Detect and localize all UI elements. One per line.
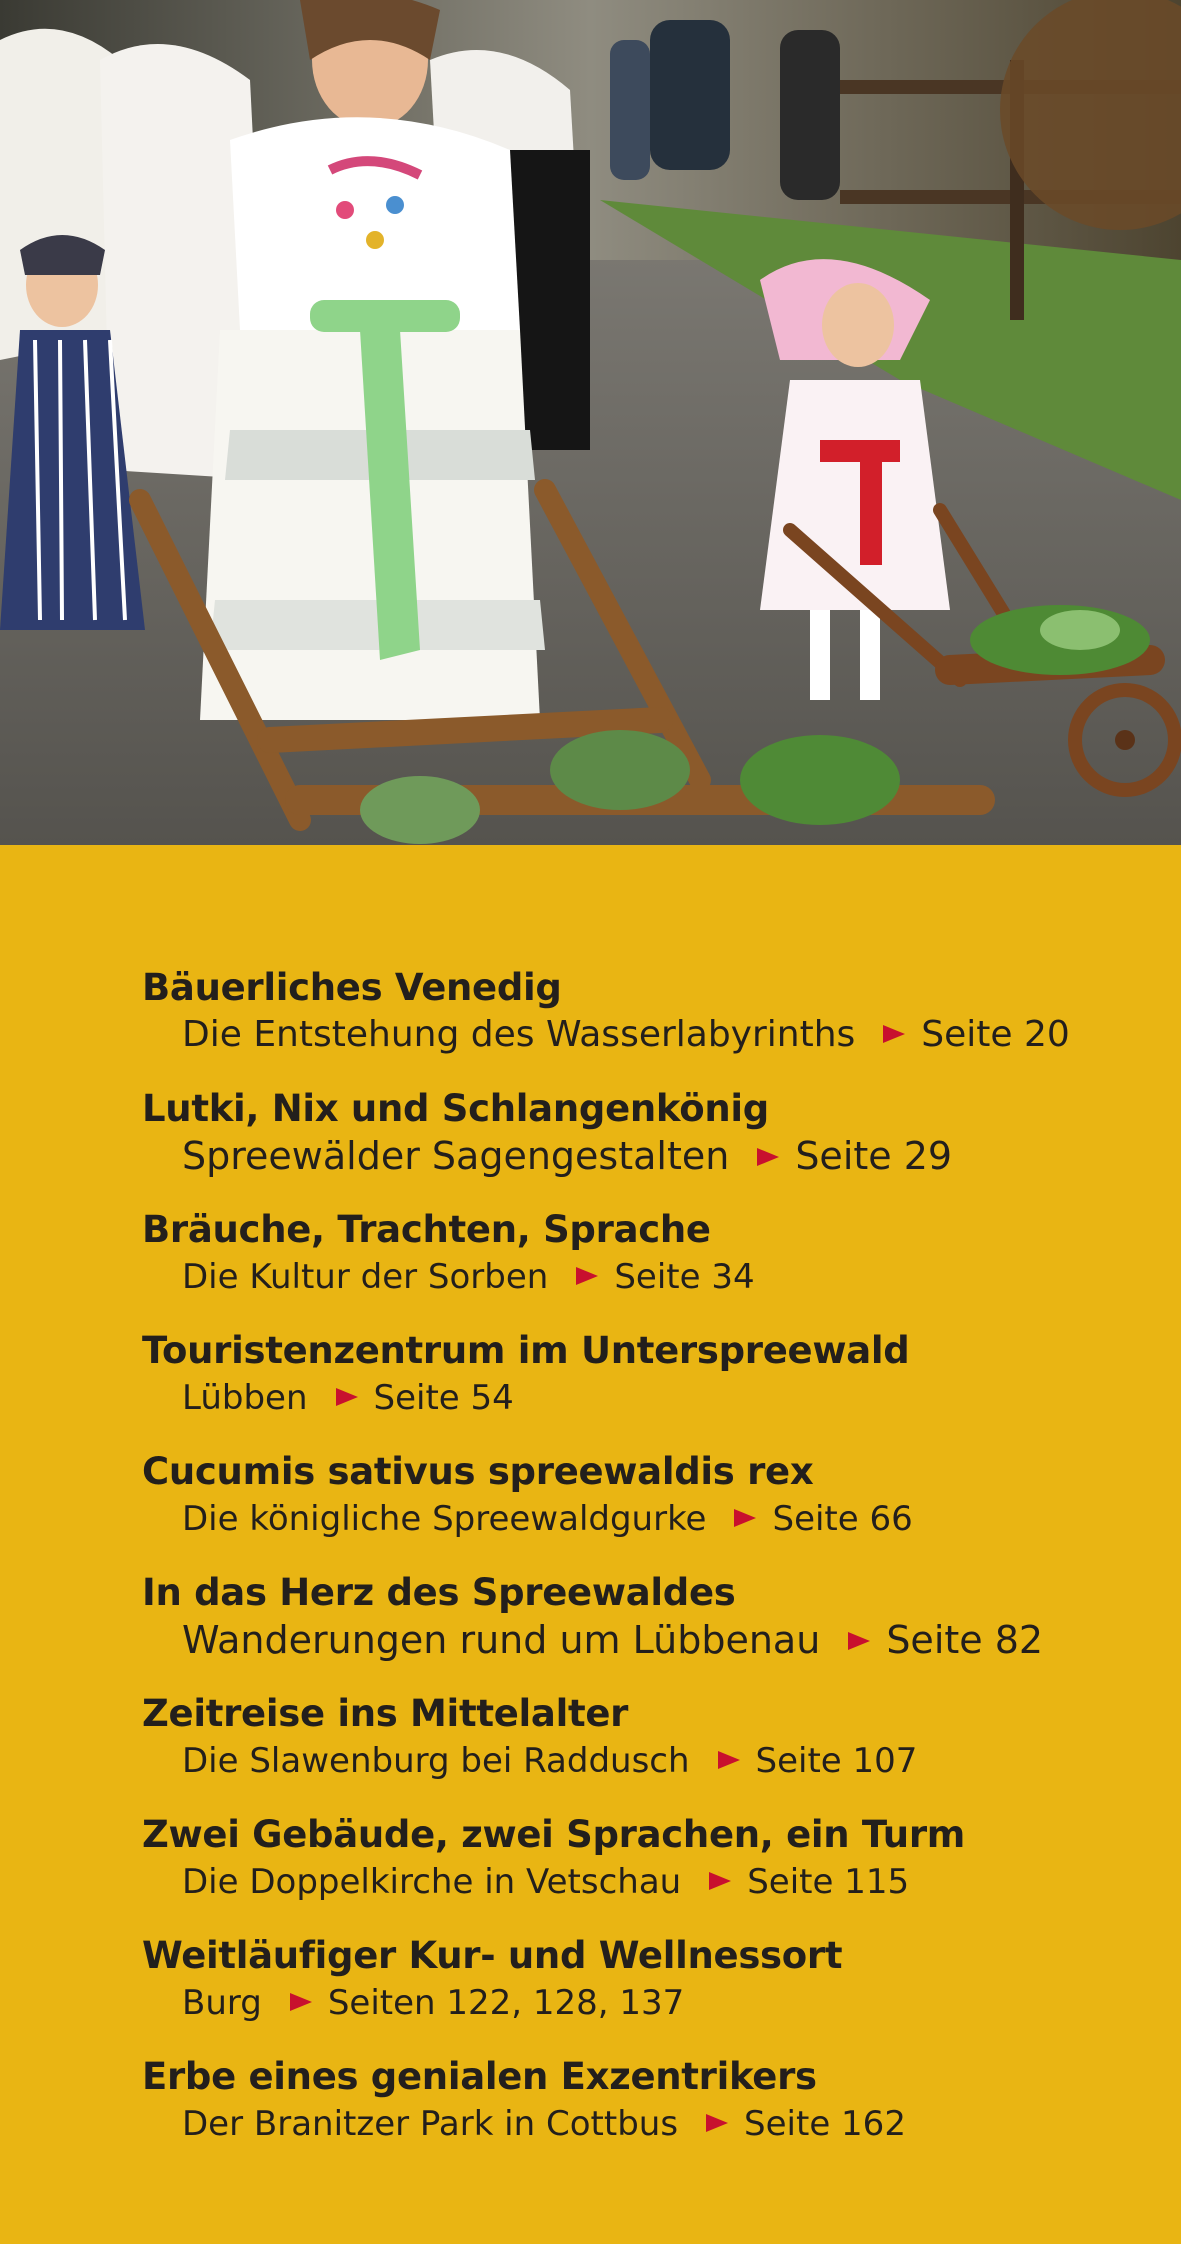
arrow-right-icon	[336, 1388, 358, 1406]
arrow-right-icon	[883, 1025, 905, 1043]
page-reference: Seite 20	[921, 1014, 1070, 1055]
entry-subtitle: Die Doppelkirche in Vetschau	[182, 1862, 682, 1902]
arrow-right-icon	[709, 1872, 731, 1890]
entry-line	[142, 1736, 1162, 1786]
entry-title: Erbe eines genialen Exzentrikers	[142, 2055, 817, 2098]
list-item	[142, 1692, 1162, 1813]
entry-line	[142, 1494, 1162, 1544]
page-reference: Seite 54	[373, 1378, 514, 1418]
entry-subtitle: Spreewälder Sagengestalten	[182, 1134, 730, 1178]
entry-subtitle: Der Branitzer Park in Cottbus	[182, 2104, 679, 2144]
entry-title: Zwei Gebäude, zwei Sprachen, ein Turm	[142, 1813, 966, 1856]
entry-title: Weitläufiger Kur- und Wellnessort	[142, 1934, 843, 1977]
list-item	[142, 1934, 1162, 2055]
entry-title: Bäuerliches Venedig	[142, 966, 562, 1009]
entry-title: Lutki, Nix und Schlangenkönig	[142, 1087, 769, 1130]
list-item	[142, 1813, 1162, 1934]
list-item	[142, 1087, 1162, 1208]
list-item	[142, 1329, 1162, 1450]
arrow-right-icon	[734, 1509, 756, 1527]
entry-subtitle: Burg	[182, 1983, 262, 2023]
list-item	[142, 966, 1162, 1087]
contents-list	[142, 966, 1162, 2176]
list-item	[142, 1208, 1162, 1329]
entry-line	[142, 1252, 1162, 1302]
arrow-right-icon	[848, 1632, 870, 1650]
entry-title: In das Herz des Spreewaldes	[142, 1571, 736, 1614]
entry-line	[142, 2099, 1162, 2149]
entry-title: Zeitreise ins Mittelalter	[142, 1692, 629, 1735]
entry-line	[142, 1131, 1162, 1181]
entry-subtitle: Die Slawenburg bei Raddusch	[182, 1741, 690, 1781]
arrow-right-icon	[706, 2114, 728, 2132]
arrow-right-icon	[290, 1993, 312, 2011]
arrow-right-icon	[718, 1751, 740, 1769]
page-reference: Seite 34	[614, 1257, 755, 1297]
entry-subtitle: Lübben	[182, 1378, 308, 1418]
page-reference: Seite 162	[744, 2104, 906, 2144]
entry-line	[142, 1010, 1162, 1060]
list-item	[142, 1450, 1162, 1571]
entry-subtitle: Die Entstehung des Wasserlabyrinths	[182, 1014, 856, 1055]
page-reference: Seite 29	[795, 1134, 953, 1178]
arrow-right-icon	[576, 1267, 598, 1285]
page-reference: Seite 107	[755, 1741, 918, 1781]
entry-subtitle: Die Kultur der Sorben	[182, 1257, 549, 1297]
page-reference: Seiten 122, 128, 137	[327, 1983, 685, 2023]
page-reference: Seite 66	[772, 1499, 913, 1539]
entry-title: Touristenzentrum im Unterspreewald	[142, 1329, 910, 1372]
entry-line	[142, 1615, 1162, 1665]
entry-subtitle: Die königliche Spreewaldgurke	[182, 1499, 707, 1539]
entry-line	[142, 1857, 1162, 1907]
cover-photo	[0, 0, 1181, 845]
entry-title: Cucumis sativus spreewaldis rex	[142, 1450, 814, 1493]
list-item	[142, 1571, 1162, 1692]
entry-line	[142, 1978, 1162, 2028]
entry-line	[142, 1373, 1162, 1423]
page-reference: Seite 82	[886, 1618, 1044, 1662]
entry-title: Bräuche, Trachten, Sprache	[142, 1208, 711, 1251]
list-item	[142, 2055, 1162, 2176]
entry-subtitle: Wanderungen rund um Lübbenau	[182, 1618, 821, 1662]
arrow-right-icon	[757, 1148, 779, 1166]
costume-parade-image	[0, 0, 1181, 845]
page-reference: Seite 115	[747, 1862, 910, 1902]
